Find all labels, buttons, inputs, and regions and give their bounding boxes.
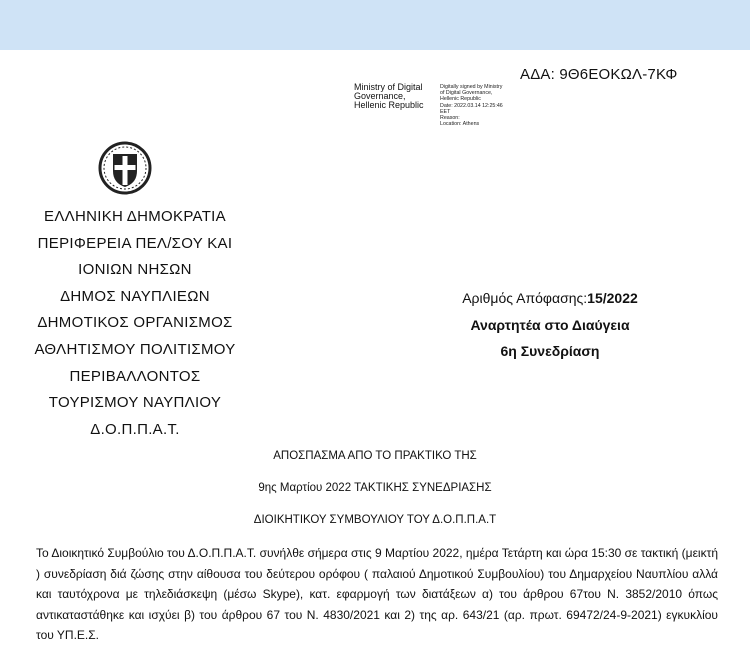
signature-detail-line: Location: Athens — [440, 121, 480, 128]
posting-note: Αναρτητέα στο Διαύγεια — [470, 316, 630, 333]
signature-detail-line: Date: 2022.03.14 12:25:46 — [440, 102, 503, 109]
decision-number-label: Αριθμός Απόφασης: — [462, 290, 588, 306]
authority-line: ΠΕΡΙΦΕΡΕΙΑ ΠΕΛ/ΣΟΥ ΚΑΙ — [37, 234, 233, 252]
signature-organization — [354, 83, 424, 110]
signature-detail-line: Digitally signed by Ministry — [440, 84, 503, 90]
session-number: 6η Συνεδρίαση — [500, 343, 600, 359]
signature-org-line: Governance, — [354, 91, 406, 101]
signature-detail-line: Hellenic Republic — [440, 96, 481, 103]
top-band — [0, 0, 750, 50]
decision-info — [430, 285, 670, 365]
signature-detail-line: EET — [440, 108, 451, 115]
ada-code: ΑΔΑ: 9Θ6ΕΟΚΩΛ-7ΚΦ — [520, 66, 678, 83]
extract-heading: ΔΙΟΙΚΗΤΙΚΟΥ ΣΥΜΒΟΥΛΙΟΥ ΤΟΥ Δ.Ο.Π.Π.Α.Τ — [253, 514, 497, 526]
authority-line: ΙΟΝΙΩΝ ΝΗΣΩΝ — [78, 261, 192, 279]
signature-details — [440, 84, 503, 127]
signature-org-line: Ministry of Digital — [354, 82, 423, 92]
authority-line: ΕΛΛΗΝΙΚΗ ΔΗΜΟΚΡΑΤΙΑ — [44, 208, 226, 225]
greek-coat-of-arms-icon — [97, 140, 153, 196]
authority-line: Δ.Ο.Π.Π.Α.Τ. — [90, 420, 180, 438]
extract-heading: 9ης Μαρτίου 2022 ΤΑΚΤΙΚΗΣ ΣΥΝΕΔΡΙΑΣΗΣ — [258, 482, 492, 494]
authority-line: ΤΟΥΡΙΣΜΟΥ ΝΑΥΠΛΙΟΥ — [48, 394, 222, 412]
minutes-paragraph: Το Διοικητικό Συμβούλιο του Δ.Ο.Π.Π.Α.Τ. συνήλθε σήμερα στις 9 Μαρτίου 2022, ημέρα Τετάρτη και ώρα 15:30 σε τακτική (μεικτή ) συνεδρίαση διά ζώσης στην αίθουσα του δεύτερου ορόφου ( παλαιού Δημοτικού Συμβουλίου) του Δημαρχείου Ναυπλίου αλλά και ταυτόχρονα με τηλεδιάσκεψη (μέσω Skype), κατ. εφαρμογή των διατάξεων α) του άρθρου 67του Ν. 3852/2010 όπως αντικαταστάθηκε και ισχύει β) του άρθρου 67 του Ν. 4830/2021 και 2) της αρ. 643/21 (αρ. πρωτ. 69472/24-9-2021) εγκυκλίου του ΥΠ.Ε.Σ. — [36, 546, 718, 642]
signature-detail-line: Reason: — [440, 115, 460, 122]
signature-org-line: Hellenic Republic — [354, 100, 424, 110]
authority-line: ΔΗΜΟΣ ΝΑΥΠΛΙΕΩΝ — [60, 287, 210, 305]
decision-number-row — [430, 285, 670, 312]
issuing-authority — [10, 204, 260, 443]
authority-line: ΠΕΡΙΒΑΛΛΟΝΤΟΣ — [69, 367, 201, 385]
authority-line: ΑΘΛΗΤΙΣΜΟΥ ΠΟΛΙΤΙΣΜΟΥ — [34, 340, 236, 358]
decision-number-value: 15/2022 — [587, 290, 638, 306]
extract-heading: ΑΠΟΣΠΑΣΜΑ ΑΠΟ ΤΟ ΠΡΑΚΤΙΚΟ ΤΗΣ — [273, 450, 477, 462]
authority-line: ΔΗΜΟΤΙΚΟΣ ΟΡΓΑΝΙΣΜΟΣ — [37, 314, 233, 332]
signature-detail-line: of Digital Governance, — [440, 90, 493, 97]
